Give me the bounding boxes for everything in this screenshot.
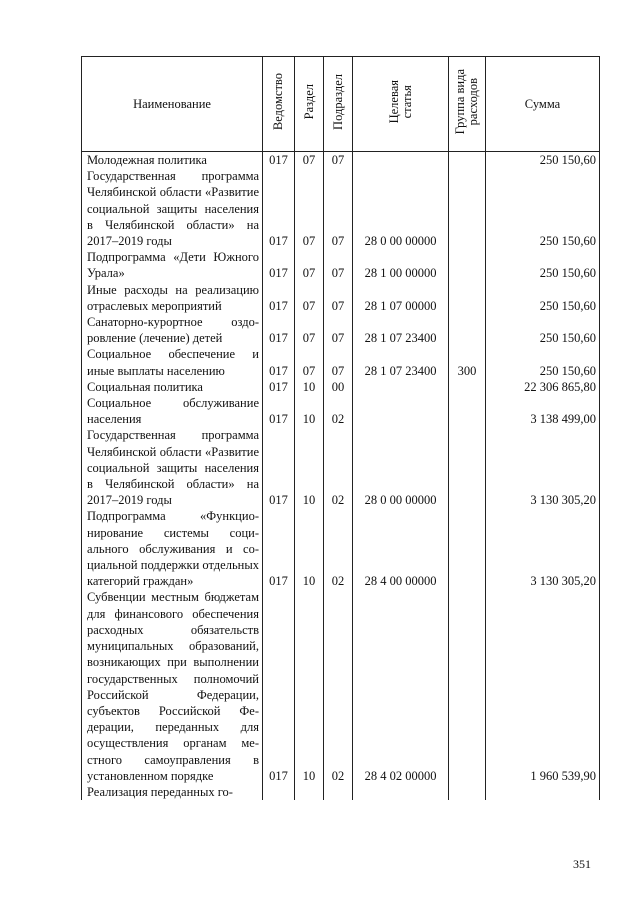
cell-vedomstvo: 017 (263, 395, 295, 427)
cell-name: Иные расходы на реализацию отраслевых мероприятий (82, 282, 263, 314)
cell-razdel: 10 (295, 427, 324, 508)
cell-gruppa: 300 (449, 346, 486, 378)
header-name: Наименование (82, 57, 263, 152)
cell-summa: 3 130 305,20 (486, 427, 600, 508)
header-celevaya-statya-text: Целевая статья (386, 80, 414, 124)
cell-gruppa (449, 314, 486, 346)
cell-name: Социальное обслуживание населения (82, 395, 263, 427)
cell-celevaya-statya (353, 395, 449, 427)
cell-vedomstvo: 017 (263, 314, 295, 346)
cell-summa: 3 138 499,00 (486, 395, 600, 427)
cell-podrazdel: 07 (324, 314, 353, 346)
cell-vedomstvo: 017 (263, 508, 295, 589)
cell-celevaya-statya (353, 152, 449, 169)
cell-vedomstvo: 017 (263, 152, 295, 169)
cell-celevaya-statya: 28 1 00 00000 (353, 249, 449, 281)
budget-table (81, 56, 599, 800)
header-vedomstvo-text: Ведомство (271, 73, 285, 131)
table-row (82, 379, 600, 395)
table-body (82, 152, 600, 801)
cell-celevaya-statya: 28 4 02 00000 (353, 589, 449, 783)
page-number: 351 (573, 857, 591, 871)
header-razdel (295, 57, 324, 152)
header-gruppa-vida-rashodov-text: Группа вида расходов (453, 69, 480, 135)
cell-razdel: 10 (295, 508, 324, 589)
cell-name: Молодежная политика (82, 152, 263, 169)
cell-gruppa (449, 589, 486, 783)
table-row (82, 282, 600, 314)
cell-podrazdel (324, 784, 353, 800)
cell-gruppa (449, 395, 486, 427)
cell-summa (486, 784, 600, 800)
cell-gruppa (449, 427, 486, 508)
header-razdel-text: Раздел (301, 84, 316, 120)
cell-vedomstvo: 017 (263, 249, 295, 281)
cell-podrazdel: 07 (324, 168, 353, 249)
cell-celevaya-statya: 28 1 07 00000 (353, 282, 449, 314)
cell-gruppa (449, 168, 486, 249)
header-celevaya-statya (353, 57, 449, 152)
cell-razdel: 07 (295, 168, 324, 249)
cell-name: Субвенции местным бюджетам для финансового обеспечения расходных обязательств муниципальных образований, возникающих при выполнении государственных полномочий Российской Федерации, субъектов Российской Федерации, переданных для осуществления органам местного самоуправления в установленном порядке (82, 589, 263, 783)
table-row (82, 168, 600, 249)
table-row (82, 346, 600, 378)
cell-podrazdel: 02 (324, 508, 353, 589)
cell-vedomstvo: 017 (263, 427, 295, 508)
table-header-row (82, 57, 600, 152)
header-podrazdel (324, 57, 353, 152)
cell-vedomstvo: 017 (263, 346, 295, 378)
cell-summa: 250 150,60 (486, 314, 600, 346)
cell-vedomstvo (263, 784, 295, 800)
cell-gruppa (449, 249, 486, 281)
table-row (82, 589, 600, 783)
header-podrazdel-text: Подраздел (330, 74, 345, 130)
cell-razdel: 07 (295, 152, 324, 169)
cell-celevaya-statya (353, 379, 449, 395)
cell-name: Социальная политика (82, 379, 263, 395)
cell-razdel: 10 (295, 589, 324, 783)
cell-summa: 3 130 305,20 (486, 508, 600, 589)
cell-vedomstvo: 017 (263, 168, 295, 249)
cell-summa: 22 306 865,80 (486, 379, 600, 395)
cell-razdel: 07 (295, 282, 324, 314)
header-summa: Сумма (486, 57, 600, 152)
cell-podrazdel: 00 (324, 379, 353, 395)
cell-name: Государственная программа Челябинской области «Развитие социальной защиты населения в Челябинской области» на 2017–2019 годы (82, 168, 263, 249)
cell-celevaya-statya: 28 0 00 00000 (353, 427, 449, 508)
cell-gruppa (449, 379, 486, 395)
cell-summa: 250 150,60 (486, 152, 600, 169)
table-row (82, 508, 600, 589)
header-vedomstvo (263, 57, 295, 152)
cell-razdel (295, 784, 324, 800)
cell-gruppa (449, 282, 486, 314)
cell-gruppa (449, 508, 486, 589)
cell-razdel: 07 (295, 346, 324, 378)
cell-summa: 1 960 539,90 (486, 589, 600, 783)
cell-summa: 250 150,60 (486, 346, 600, 378)
table-row (82, 314, 600, 346)
cell-podrazdel: 02 (324, 395, 353, 427)
cell-podrazdel: 07 (324, 152, 353, 169)
cell-summa: 250 150,60 (486, 168, 600, 249)
cell-celevaya-statya (353, 784, 449, 800)
table-row (82, 427, 600, 508)
cell-gruppa (449, 784, 486, 800)
table-row (82, 395, 600, 427)
cell-celevaya-statya: 28 4 00 00000 (353, 508, 449, 589)
cell-celevaya-statya: 28 1 07 23400 (353, 346, 449, 378)
cell-name: Подпрограмма «Дети Южного Урала» (82, 249, 263, 281)
cell-podrazdel: 07 (324, 346, 353, 378)
cell-name: Государственная программа Челябинской области «Развитие социальной защиты населения в Челябинской области» на 2017–2019 годы (82, 427, 263, 508)
cell-summa: 250 150,60 (486, 249, 600, 281)
table-row (82, 784, 600, 800)
cell-podrazdel: 02 (324, 589, 353, 783)
cell-name: Реализация переданных го- (82, 784, 263, 800)
header-gruppa-vida-rashodov (449, 57, 486, 152)
table-row (82, 249, 600, 281)
cell-name: Социальное обеспечение и иные выплаты населению (82, 346, 263, 378)
cell-razdel: 10 (295, 395, 324, 427)
cell-podrazdel: 02 (324, 427, 353, 508)
cell-vedomstvo: 017 (263, 282, 295, 314)
cell-razdel: 07 (295, 249, 324, 281)
cell-celevaya-statya: 28 0 00 00000 (353, 168, 449, 249)
cell-vedomstvo: 017 (263, 589, 295, 783)
cell-vedomstvo: 017 (263, 379, 295, 395)
cell-podrazdel: 07 (324, 249, 353, 281)
cell-gruppa (449, 152, 486, 169)
table-row (82, 152, 600, 169)
cell-razdel: 07 (295, 314, 324, 346)
cell-celevaya-statya: 28 1 07 23400 (353, 314, 449, 346)
cell-summa: 250 150,60 (486, 282, 600, 314)
cell-name: Санаторно-курортное оздоровление (лечение) детей (82, 314, 263, 346)
cell-podrazdel: 07 (324, 282, 353, 314)
cell-razdel: 10 (295, 379, 324, 395)
cell-name: Подпрограмма «Функционирование системы социального обслуживания и социальной поддержки отдельных категорий граждан» (82, 508, 263, 589)
